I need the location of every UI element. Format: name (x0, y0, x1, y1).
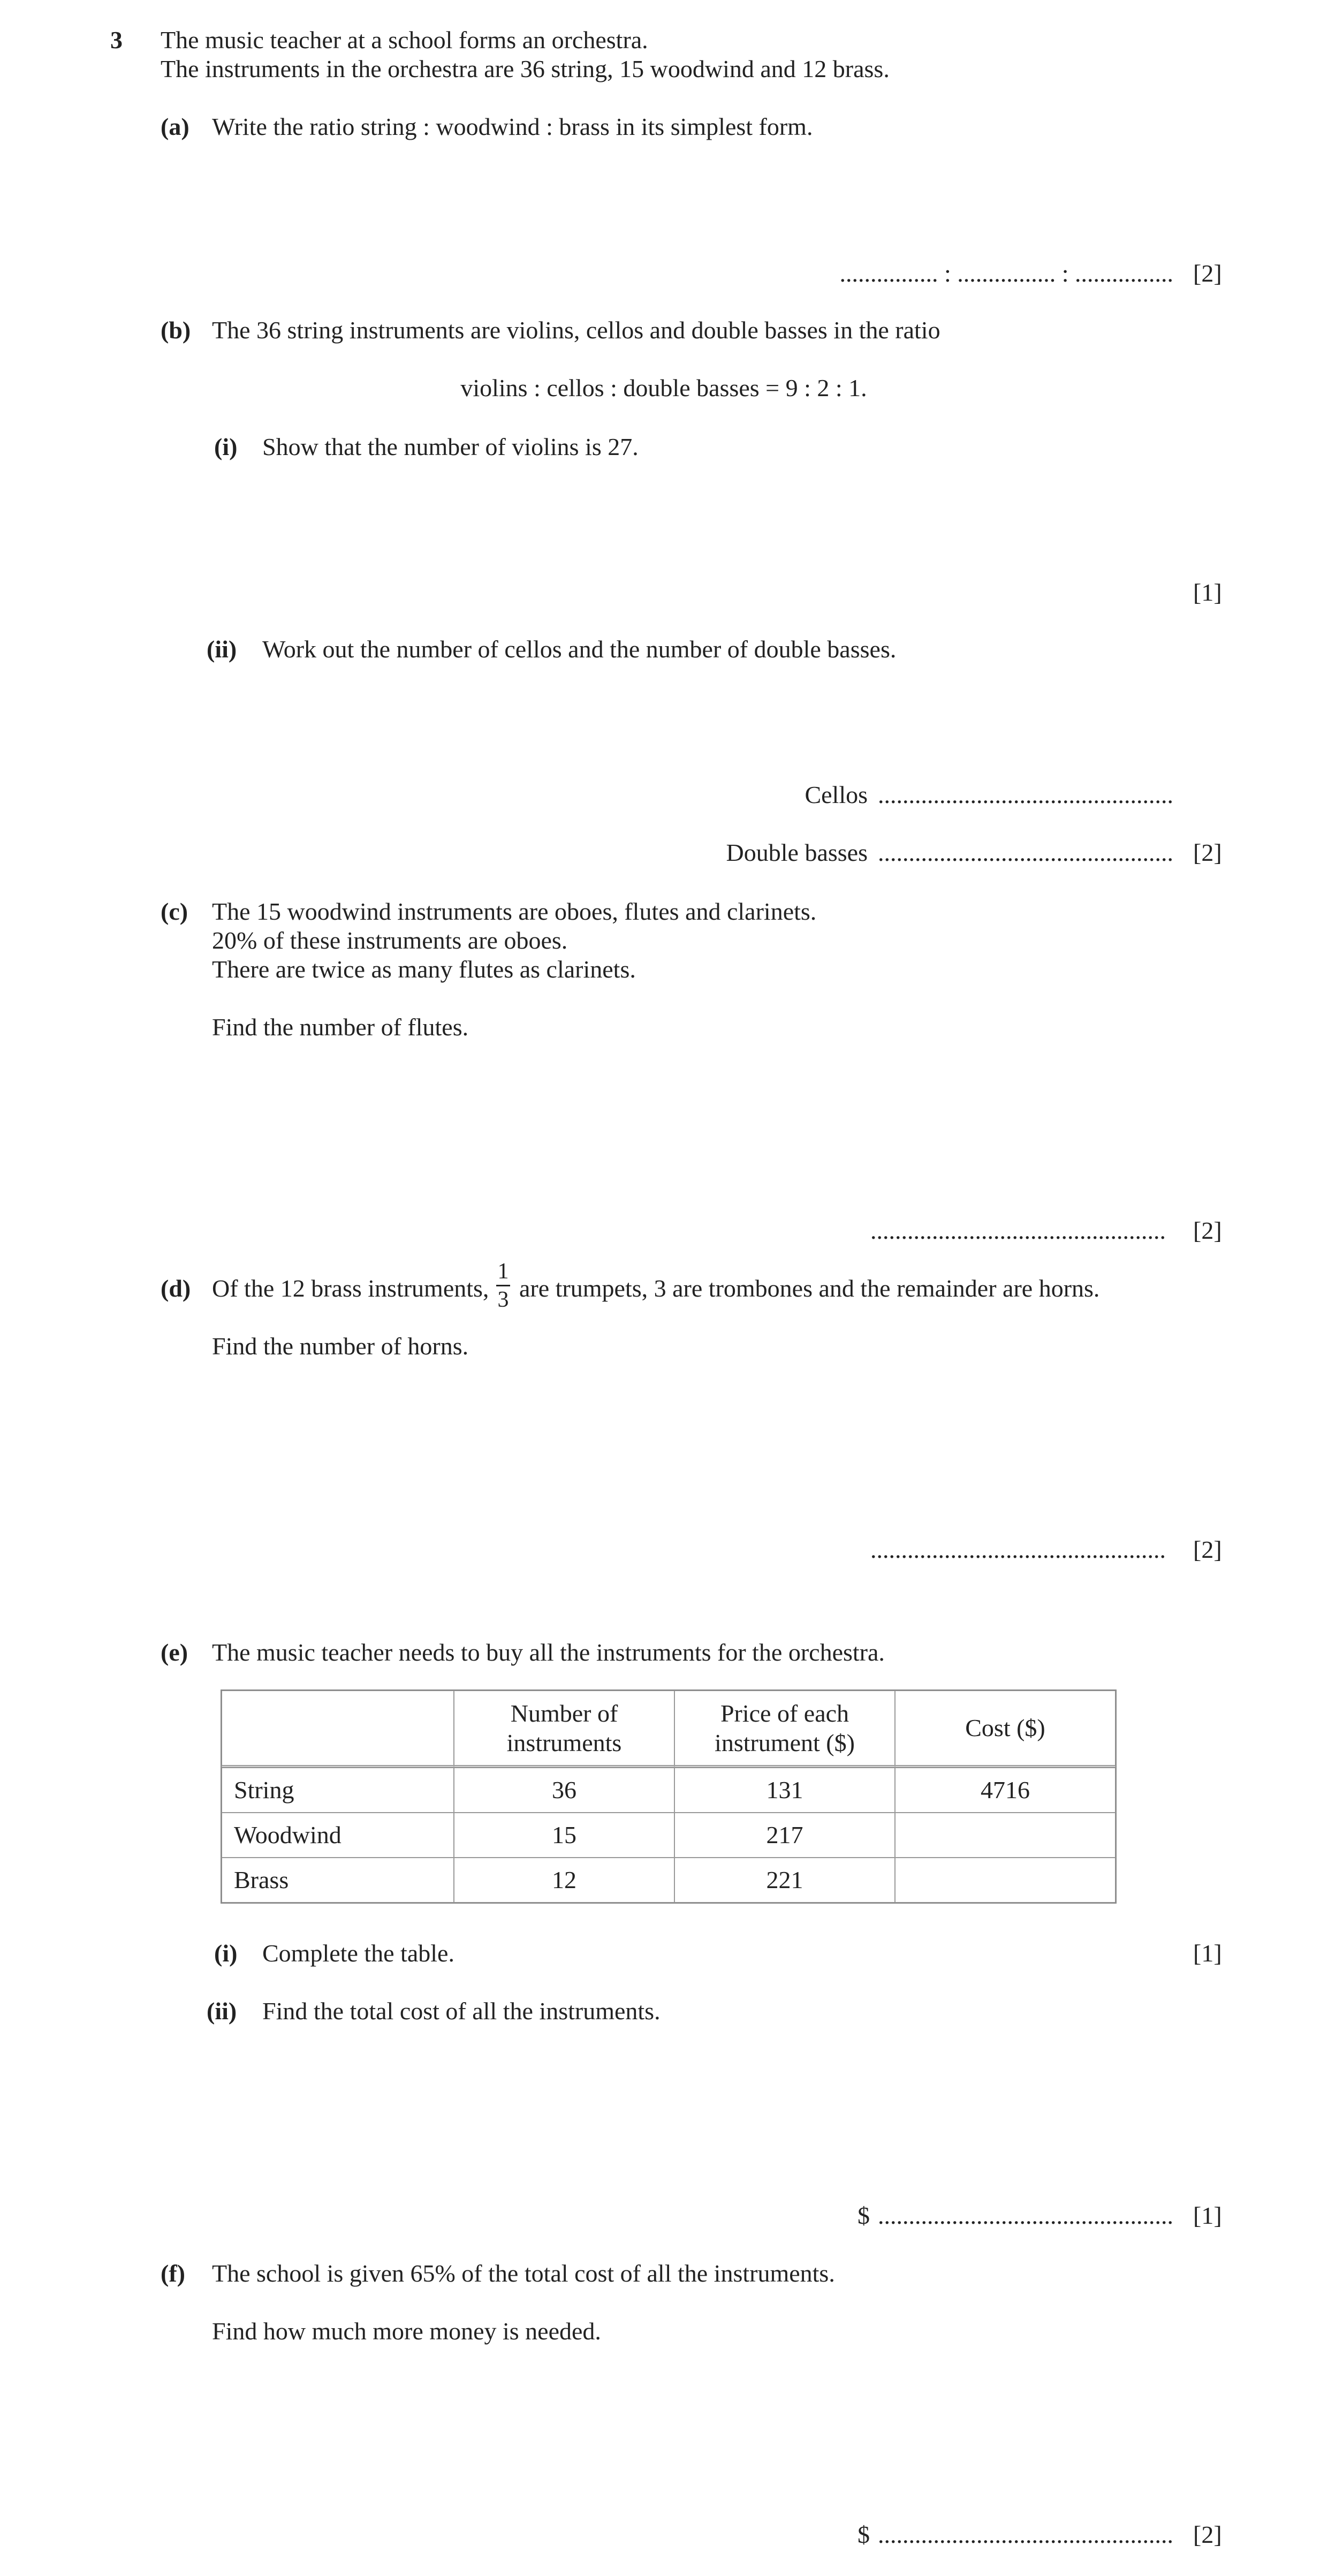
part-f-currency: $ (857, 2521, 870, 2548)
part-d-marks: [2] (1193, 1536, 1222, 1563)
intro-line-1: The music teacher at a school forms an orchestra. (161, 26, 648, 54)
one-third-fraction (492, 1260, 514, 1311)
table-header-cost: Cost ($) (895, 1691, 1115, 1768)
table-row (222, 1813, 1115, 1858)
part-a-text: Write the ratio string : woodwind : brass in its simplest form. (212, 113, 813, 140)
part-f-text: The school is given 65% of the total cost of all the instruments. (212, 2260, 835, 2287)
table-cell-number: 12 (454, 1858, 674, 1903)
table-header-blank (222, 1691, 454, 1768)
part-e-ii-text: Find the total cost of all the instruments. (262, 1997, 661, 2025)
table-cell-price: 217 (674, 1813, 895, 1858)
part-c-answer-line[interactable]: ................................................ (870, 1217, 1166, 1244)
table-header-number (454, 1691, 674, 1768)
table-cell-price: 221 (674, 1858, 895, 1903)
fraction-bar (496, 1285, 510, 1286)
header-line: Price of each (720, 1699, 849, 1727)
part-d-text-before: Of the 12 brass instruments, (212, 1275, 489, 1302)
part-c-line-1: The 15 woodwind instruments are oboes, flutes and clarinets. (212, 898, 817, 925)
part-a-marks: [2] (1193, 260, 1222, 287)
part-d-task: Find the number of horns. (212, 1332, 469, 1360)
part-b-label: (b) (161, 316, 191, 344)
table-cell-number: 36 (454, 1768, 674, 1813)
cellos-answer-line[interactable]: ................................................ (878, 781, 1173, 808)
part-b-ii-label: (ii) (207, 635, 237, 663)
table-cell-cost: 4716 (895, 1768, 1115, 1813)
question-number: 3 (110, 26, 123, 54)
part-f-label: (f) (161, 2260, 185, 2287)
part-e-ii-label: (ii) (207, 1997, 237, 2025)
part-a-answer-line[interactable]: ................ : ................ : ................ (839, 260, 1173, 287)
table-header-price (674, 1691, 895, 1768)
part-b-ii-marks: [2] (1193, 839, 1222, 866)
part-e-ii-currency: $ (857, 2202, 870, 2229)
part-e-i-label: (i) (214, 1939, 238, 1967)
part-f-task: Find how much more money is needed. (212, 2317, 601, 2345)
part-e-label: (e) (161, 1639, 188, 1666)
table-cell-price: 131 (674, 1768, 895, 1813)
part-c-task: Find the number of flutes. (212, 1013, 469, 1041)
part-d-answer-line[interactable]: ................................................ (870, 1536, 1166, 1563)
header-line: instrument ($) (715, 1729, 855, 1756)
part-e-ii-marks: [1] (1193, 2202, 1222, 2229)
fraction-denominator: 3 (497, 1287, 509, 1312)
part-d-label: (d) (161, 1275, 191, 1302)
part-b-i-marks: [1] (1193, 579, 1222, 606)
part-e-i-text: Complete the table. (262, 1939, 454, 1967)
part-b-i-label: (i) (214, 433, 238, 460)
table-cell-type: Brass (222, 1858, 454, 1903)
double-basses-label: Double basses (726, 839, 868, 866)
part-b-text: The 36 string instruments are violins, cellos and double basses in the ratio (212, 316, 940, 344)
part-c-line-3: There are twice as many flutes as clarinets. (212, 956, 636, 983)
table-cell-type: Woodwind (222, 1813, 454, 1858)
double-basses-answer-line[interactable]: ................................................ (878, 839, 1173, 866)
part-f-marks: [2] (1193, 2521, 1222, 2548)
part-e-text: The music teacher needs to buy all the instruments for the orchestra. (212, 1639, 885, 1666)
part-c-marks: [2] (1193, 1217, 1222, 1244)
part-d-text-after: are trumpets, 3 are trombones and the remainder are horns. (519, 1275, 1100, 1302)
part-b-ii-text: Work out the number of cellos and the number of double basses. (262, 635, 897, 663)
part-c-label: (c) (161, 898, 188, 925)
part-f-answer-line[interactable]: ................................................ (878, 2521, 1173, 2548)
header-line: instruments (506, 1729, 622, 1756)
fraction-numerator: 1 (497, 1259, 509, 1284)
table-cell-type: String (222, 1768, 454, 1813)
table-header-row (222, 1691, 1115, 1768)
table-row (222, 1768, 1115, 1813)
cellos-label: Cellos (805, 781, 868, 808)
part-c-line-2: 20% of these instruments are oboes. (212, 927, 568, 954)
table-cell-cost-blank[interactable] (895, 1858, 1115, 1903)
part-e-i-marks: [1] (1193, 1939, 1222, 1967)
instrument-cost-table (221, 1689, 1117, 1904)
table-cell-number: 15 (454, 1813, 674, 1858)
part-b-i-text: Show that the number of violins is 27. (262, 433, 639, 460)
intro-line-2: The instruments in the orchestra are 36 string, 15 woodwind and 12 brass. (161, 55, 890, 82)
table-row (222, 1858, 1115, 1903)
header-line: Number of (510, 1699, 618, 1727)
table-cell-cost-blank[interactable] (895, 1813, 1115, 1858)
part-e-ii-answer-line[interactable]: ................................................ (878, 2202, 1173, 2229)
part-a-label: (a) (161, 113, 189, 140)
part-b-ratio: violins : cellos : double basses = 9 : 2 : 1. (460, 374, 867, 401)
